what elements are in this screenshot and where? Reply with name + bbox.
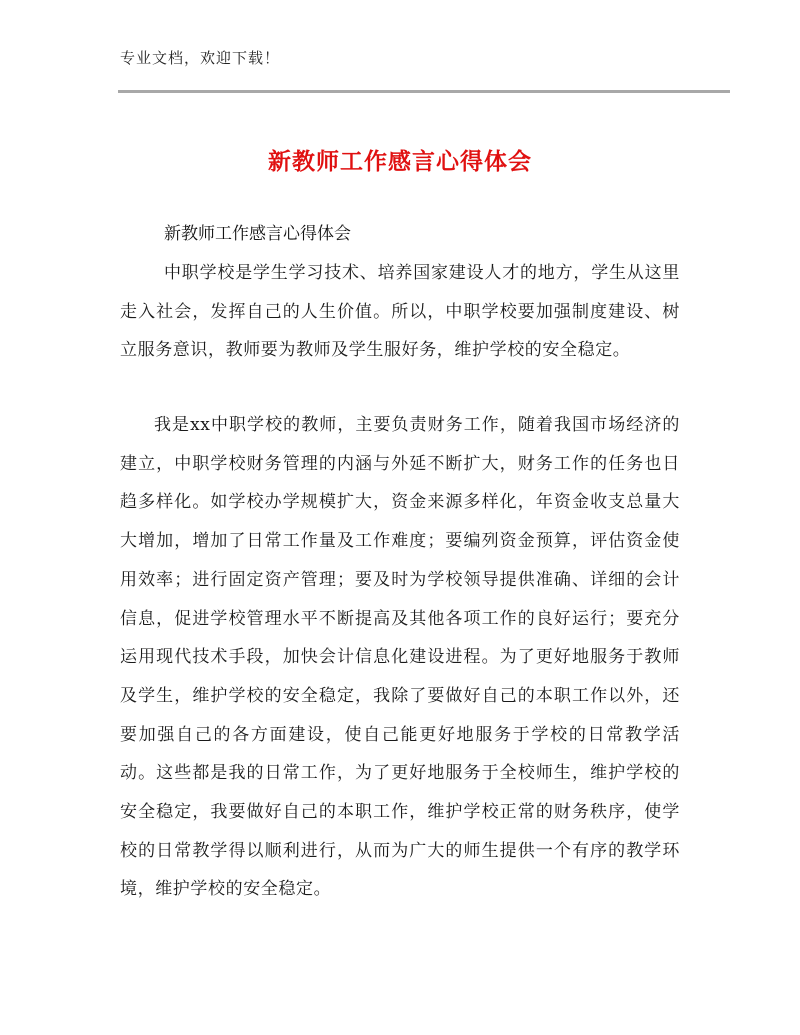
- paragraph-intro: 中职学校是学生学习技术、培养国家建设人才的地方，学生从这里走入社会，发挥自己的人生价值。所以，中职学校要加强制度建设、树立服务意识，教师要为教师及学生服好务，维护学校的安全稳定。: [120, 263, 680, 361]
- header-divider: [118, 90, 730, 93]
- paragraph-body: 我是xx中职学校的教师，主要负责财务工作，随着我国市场经济的建立，中职学校财务管理的内涵与外延不断扩大，财务工作的任务也日趋多样化。如学校办学规模扩大，资金来源多样化，年资金收支总量大大增加，增加了日常工作量及工作难度；要编列资金预算，评估资金使用效率；进行固定资产管理；要及时为学校领导提供准确、详细的会计信息，促进学校管理水平不断提高及其他各项工作的良好运行；要充分运用现代技术手段，加快会计信息化建设进程。为了更好地服务于教师及学生，维护学校的安全稳定，我除了要做好自己的本职工作以外，还要加强自己的各方面建设，使自己能更好地服务于学校的日常教学活动。这些都是我的日常工作，为了更好地服务于全校师生，维护学校的安全稳定，我要做好自己的本职工作，维护学校正常的财务秩序，使学校的日常教学得以顺利进行，从而为广大的师生提供一个有序的教学环境，维护学校的安全稳定。: [120, 415, 680, 900]
- header-note: 专业文档，欢迎下载！: [120, 49, 281, 67]
- document-subtitle: 新教师工作感言心得体会: [164, 224, 351, 244]
- document-title: 新教师工作感言心得体会: [268, 149, 532, 175]
